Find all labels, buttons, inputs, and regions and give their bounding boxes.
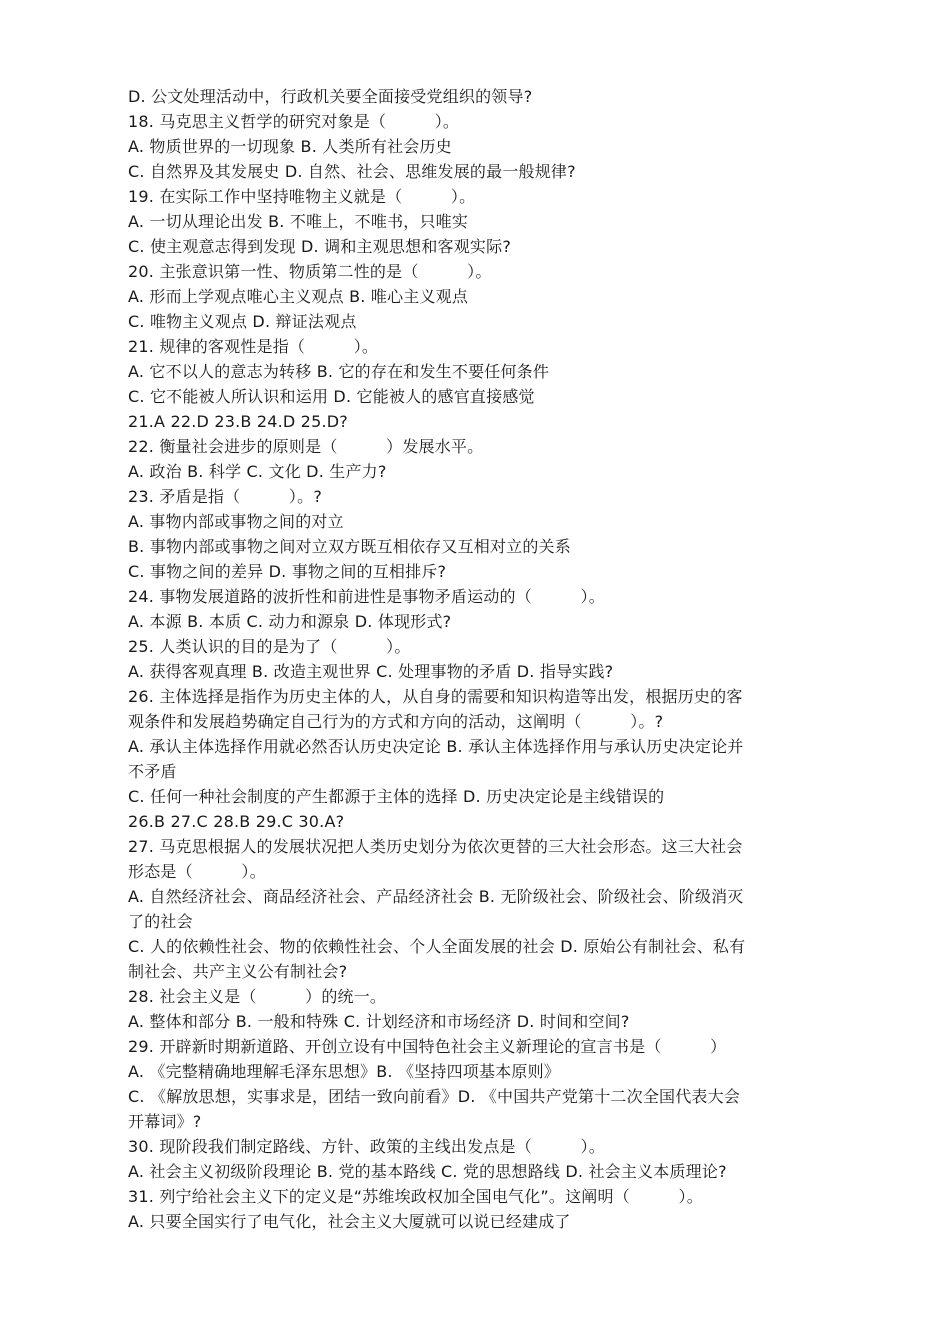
text-line: C. 人的依赖性社会、物的依赖性社会、个人全面发展的社会 D. 原始公有制社会、私有 [128,937,746,956]
text-line: 18. 马克思主义哲学的研究对象是（ ）。 [128,112,460,131]
text-line: 26. 主体选择是指作为历史主体的人，从自身的需要和知识构造等出发，根据历史的客 [128,687,743,706]
text-line: 不矛盾 [128,762,177,781]
text-line: 21. 规律的客观性是指（ ）。 [128,337,379,356]
text-line: 19. 在实际工作中坚持唯物主义就是（ ）。 [128,187,476,206]
text-line: 27. 马克思根据人的发展状况把人类历史划分为依次更替的三大社会形态。这三大社会 [128,837,743,856]
text-line: 观条件和发展趋势确定自己行为的方式和方向的活动，这阐明（ ）。? [128,712,664,731]
text-line: 30. 现阶段我们制定路线、方针、政策的主线出发点是（ ）。 [128,1137,605,1156]
text-line: A. 事物内部或事物之间的对立 [128,512,344,531]
text-line: A. 自然经济社会、商品经济社会、产品经济社会 B. 无阶级社会、阶级社会、阶级消灭 [128,887,744,906]
text-line: 29. 开辟新时期新道路、开创立设有中国特色社会主义新理论的宣言书是（ ） [128,1037,727,1056]
text-line: C. 自然界及其发展史 D. 自然、社会、思维发展的最一般规律? [128,162,576,181]
text-line: 了的社会 [128,912,193,931]
text-line: 23. 矛盾是指（ ）。? [128,487,323,506]
text-line: A. 形而上学观点唯心主义观点 B. 唯心主义观点 [128,287,469,306]
text-line: C. 《解放思想，实事求是，团结一致向前看》D. 《中国共产党第十二次全国代表大会 [128,1087,741,1106]
text-line: 25. 人类认识的目的是为了（ ）。 [128,637,411,656]
text-line: A. 《完整精确地理解毛泽东思想》B. 《坚持四项基本原则》 [128,1062,560,1081]
text-line: A. 物质世界的一切现象 B. 人类所有社会历史 [128,137,452,156]
text-line: 开幕词》? [128,1112,202,1131]
document-body [128,84,828,1234]
text-line: 31. 列宁给社会主义下的定义是“苏维埃政权加全国电气化”。这阐明（ ）。 [128,1187,703,1206]
text-line: C. 唯物主义观点 D. 辩证法观点 [128,312,357,331]
text-line: 22. 衡量社会进步的原则是（ ）发展水平。 [128,437,484,456]
text-line: 26.B 27.C 28.B 29.C 30.A? [128,812,345,831]
text-line: C. 使主观意志得到发现 D. 调和主观思想和客观实际? [128,237,512,256]
text-line: 制社会、共产主义公有制社会? [128,962,348,981]
text-line: A. 本源 B. 本质 C. 动力和源泉 D. 体现形式? [128,612,452,631]
text-line: C. 事物之间的差异 D. 事物之间的互相排斥? [128,562,447,581]
text-line: A. 一切从理论出发 B. 不唯上，不唯书，只唯实 [128,212,469,231]
text-line: 形态是（ ）。 [128,862,266,881]
text-line: 28. 社会主义是（ ）的统一。 [128,987,387,1006]
text-line: B. 事物内部或事物之间对立双方既互相依存又互相对立的关系 [128,537,571,556]
text-line: D. 公文处理活动中，行政机关要全面接受党组织的领导? [128,87,533,106]
text-line: A. 社会主义初级阶段理论 B. 党的基本路线 C. 党的思想路线 D. 社会主义本质理论? [128,1162,727,1181]
text-line: A. 只要全国实行了电气化，社会主义大厦就可以说已经建成了 [128,1212,571,1231]
text-line: A. 它不以人的意志为转移 B. 它的存在和发生不要任何条件 [128,362,550,381]
text-line: A. 整体和部分 B. 一般和特殊 C. 计划经济和市场经济 D. 时间和空间? [128,1012,630,1031]
text-line: 21.A 22.D 23.B 24.D 25.D? [128,412,348,431]
text-line: C. 它不能被人所认识和运用 D. 它能被人的感官直接感觉 [128,387,535,406]
text-line: C. 任何一种社会制度的产生都源于主体的选择 D. 历史决定论是主线错误的 [128,787,665,806]
text-line: 20. 主张意识第一性、物质第二性的是（ ）。 [128,262,492,281]
text-line: A. 获得客观真理 B. 改造主观世界 C. 处理事物的矛盾 D. 指导实践? [128,662,614,681]
text-line: A. 承认主体选择作用就必然否认历史决定论 B. 承认主体选择作用与承认历史决定论并 [128,737,744,756]
text-line: 24. 事物发展道路的波折性和前进性是事物矛盾运动的（ ）。 [128,587,605,606]
text-line: A. 政治 B. 科学 C. 文化 D. 生产力? [128,462,387,481]
